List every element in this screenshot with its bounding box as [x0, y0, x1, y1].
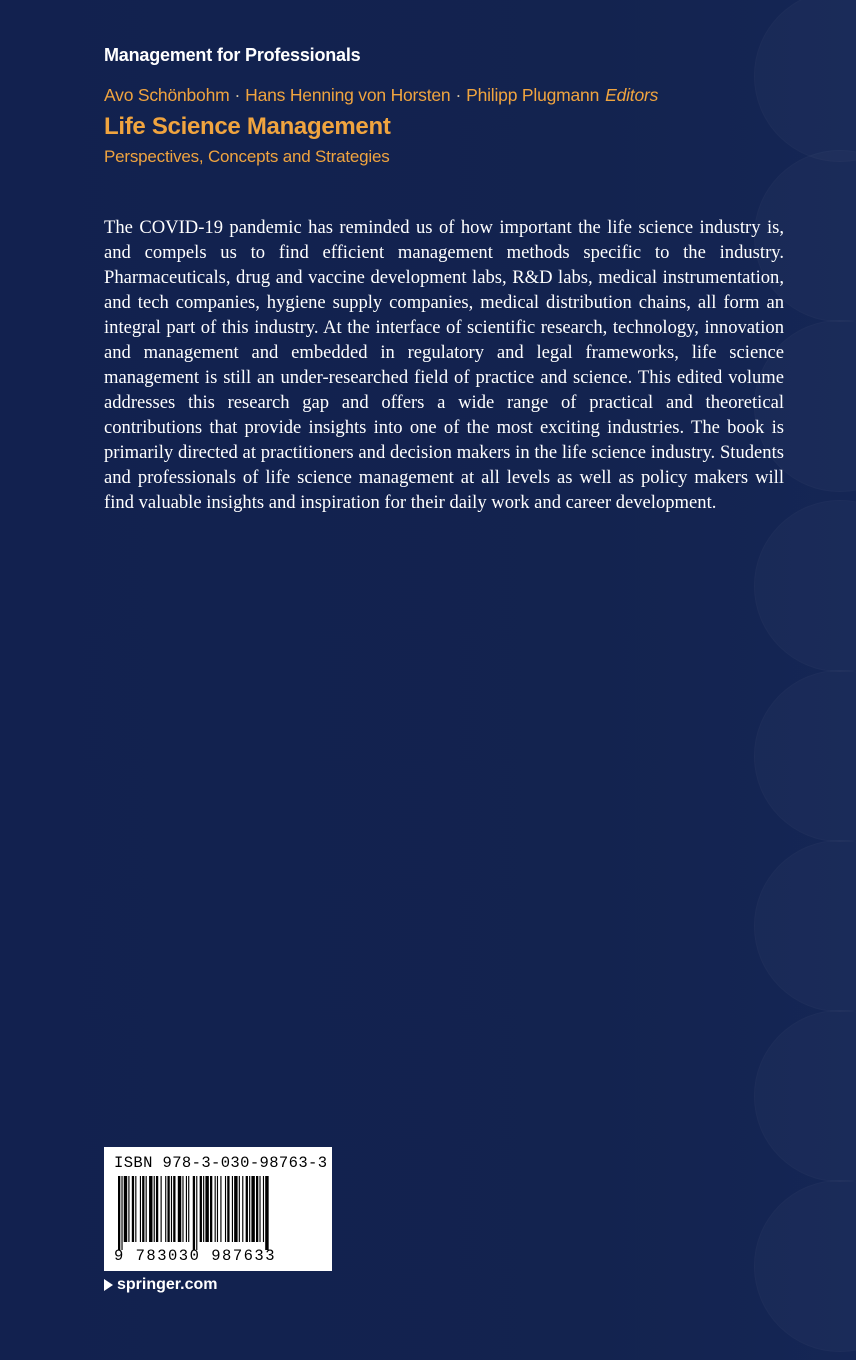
barcode-bar — [215, 1176, 216, 1242]
decorative-circle — [754, 1180, 856, 1352]
barcode-bar — [259, 1176, 260, 1242]
decorative-circle — [754, 670, 856, 842]
decorative-circle — [754, 500, 856, 672]
barcode-bar — [196, 1176, 197, 1250]
series-title: Management for Professionals — [104, 45, 361, 65]
barcode-bar — [220, 1176, 221, 1242]
barcode-bar — [182, 1176, 183, 1242]
barcode-bar — [188, 1176, 189, 1242]
barcode-bar — [256, 1176, 258, 1242]
barcode-bar — [246, 1176, 248, 1242]
isbn-label: ISBN 978-3-030-98763-3 — [114, 1154, 328, 1172]
decorative-circle — [754, 840, 856, 1012]
editor-separator: · — [234, 85, 241, 105]
barcode-bar — [249, 1176, 250, 1242]
book-subtitle: Perspectives, Concepts and Strategies — [104, 147, 390, 166]
barcode-bar — [121, 1176, 122, 1250]
barcode-bar — [263, 1176, 264, 1242]
barcode-bar — [232, 1176, 233, 1242]
barcode-bar — [225, 1176, 226, 1242]
barcode-bar — [149, 1176, 152, 1242]
barcode-bar — [118, 1176, 120, 1250]
barcode-digits: 9 783030 987633 — [114, 1247, 277, 1265]
barcode-bar — [161, 1176, 162, 1242]
website-link[interactable] — [104, 1276, 217, 1294]
barcode-bar — [140, 1176, 141, 1242]
barcode-bar — [210, 1176, 212, 1242]
book-title: Life Science Management — [104, 113, 391, 140]
barcode-bar — [154, 1176, 155, 1242]
barcode-bar — [173, 1176, 175, 1242]
play-arrow-icon — [104, 1279, 113, 1291]
editors-role: Editors — [605, 85, 659, 105]
decorative-circle — [754, 0, 856, 162]
barcode-bar — [251, 1176, 254, 1242]
barcode-bar — [265, 1176, 268, 1250]
isbn-barcode — [104, 1147, 332, 1271]
barcode-bar — [200, 1176, 202, 1242]
barcode-bar — [135, 1176, 136, 1242]
barcode-bar — [239, 1176, 240, 1242]
editor-separator: · — [455, 85, 462, 105]
barcode-bar — [146, 1176, 147, 1242]
decorative-circle — [754, 1010, 856, 1182]
barcode-bar — [124, 1176, 127, 1242]
website-text: springer.com — [117, 1276, 218, 1293]
editor-name: Avo Schönbohm — [104, 85, 230, 105]
barcode-bar — [156, 1176, 158, 1242]
barcode-bar — [205, 1176, 208, 1242]
barcode-bar — [165, 1176, 166, 1242]
barcode-bar — [128, 1176, 129, 1242]
barcode-bar — [193, 1176, 195, 1250]
barcode-bar — [217, 1176, 218, 1242]
book-description: The COVID-19 pandemic has reminded us of how important the life science industry is, and compels us to find efficient management methods specific to the industry. Pharmaceuticals, drug and vaccine development labs, R&D labs, medical instrumentation, and tech companies, hygiene supply companies, medical distribution chains, all form an integral part of this industry. At the interface of scientific research, technology, innovation and management and embedded in regulatory and legal frameworks, life science management is still an under-researched field of practice and science. This edited volume addresses this research gap and offers a wide range of practical and theoretical contributions that provide insights into one of the most exciting industries. The book is primarily directed at practitioners and decision makers in the life science industry. Students and professionals of life science management at all levels as well as policy makers will find valuable insights and inspiration for their daily work and career development. — [104, 217, 784, 513]
barcode-bar — [242, 1176, 243, 1242]
editor-name: Hans Henning von Horsten — [245, 85, 451, 105]
barcode-bar — [132, 1176, 134, 1242]
barcode-bar — [178, 1176, 181, 1242]
editors-line — [104, 85, 658, 106]
barcode-bar — [171, 1176, 172, 1242]
barcode-bar — [234, 1176, 237, 1242]
barcode-bar — [203, 1176, 204, 1242]
barcode-bar — [142, 1176, 144, 1242]
barcode-bar — [186, 1176, 187, 1242]
barcode-bars — [114, 1176, 320, 1250]
barcode-bar — [227, 1176, 229, 1242]
barcode-bar — [167, 1176, 169, 1242]
editor-name: Philipp Plugmann — [466, 85, 600, 105]
